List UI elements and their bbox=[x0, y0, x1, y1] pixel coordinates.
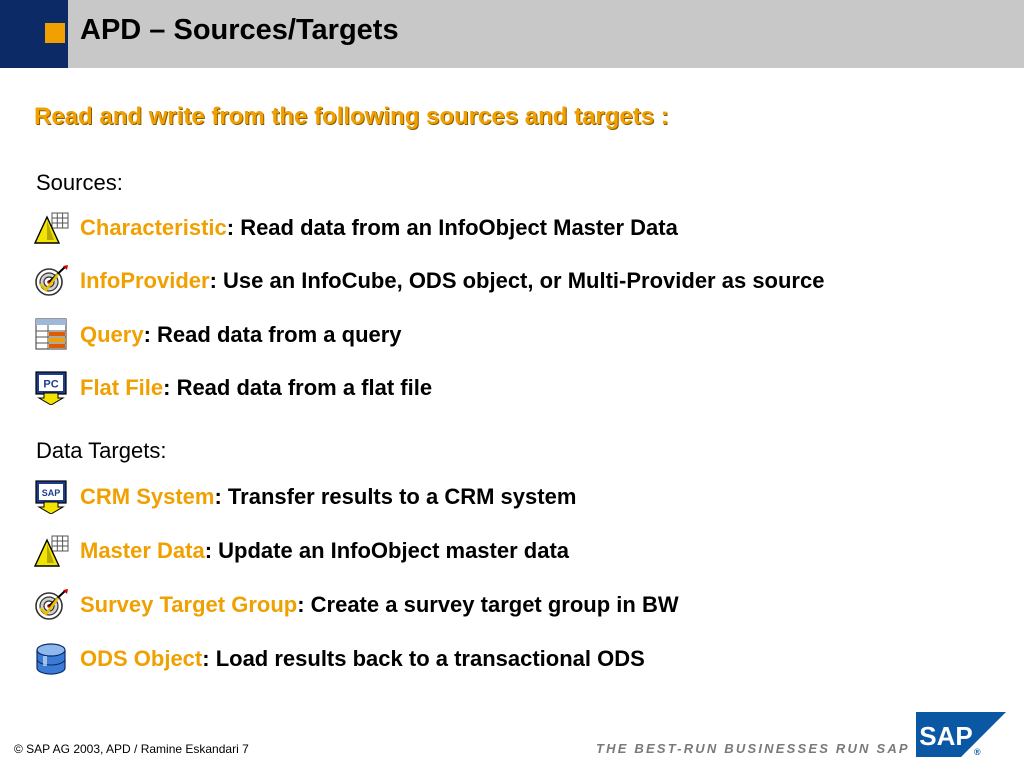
target-item-text bbox=[80, 646, 645, 672]
target-item-desc: : Create a survey target group in BW bbox=[297, 592, 679, 617]
source-item-text bbox=[80, 268, 824, 294]
sap-logo-registered: ® bbox=[974, 747, 981, 757]
target-item-desc: : Transfer results to a CRM system bbox=[214, 484, 577, 509]
characteristic-icon bbox=[34, 211, 70, 245]
source-item-query bbox=[34, 318, 402, 352]
copyright-text: SAP AG 2003, APD / Ramine Eskandari 7 bbox=[22, 742, 249, 756]
target-item-text bbox=[80, 538, 569, 564]
copyright-symbol: © bbox=[14, 742, 23, 756]
characteristic-icon bbox=[34, 534, 70, 568]
target-item-term: Survey Target Group bbox=[80, 592, 298, 617]
target-item-text bbox=[80, 484, 576, 510]
sap-logo bbox=[916, 712, 1006, 757]
svg-text:PC: PC bbox=[43, 378, 59, 391]
target-item-term: ODS Object bbox=[80, 646, 203, 671]
target-item-master-data bbox=[34, 534, 569, 568]
targets-heading: Data Targets: bbox=[36, 438, 167, 463]
source-item-desc: : Use an InfoCube, ODS object, or Multi-Provider as source bbox=[209, 268, 825, 293]
target-item-ods-object bbox=[34, 642, 645, 676]
source-item-desc: : Read data from a flat file bbox=[163, 375, 433, 400]
infoprovider-target-icon bbox=[34, 264, 70, 298]
page-title: APD – Sources/Targets bbox=[80, 14, 399, 46]
footer-tagline: THE BEST-RUN BUSINESSES RUN SAP bbox=[596, 741, 910, 756]
footer-copyright bbox=[14, 742, 249, 756]
source-item-flat-file bbox=[34, 371, 432, 405]
source-item-desc: : Read data from a query bbox=[143, 322, 402, 347]
sap-system-icon bbox=[34, 480, 70, 514]
query-table-icon bbox=[34, 318, 70, 352]
sources-heading: Sources: bbox=[36, 170, 123, 195]
source-item-text bbox=[80, 215, 678, 241]
target-item-text bbox=[80, 592, 679, 618]
header-accent-square bbox=[45, 23, 65, 43]
infoprovider-target-icon bbox=[34, 588, 70, 622]
target-item-desc: : Load results back to a transactional ODS bbox=[202, 646, 645, 671]
source-item-desc: : Read data from an InfoObject Master Data bbox=[226, 215, 678, 240]
target-item-desc: : Update an InfoObject master data bbox=[204, 538, 570, 563]
source-item-infoprovider bbox=[34, 264, 824, 298]
sap-logo-text: SAP bbox=[919, 721, 973, 751]
source-item-term: InfoProvider bbox=[80, 268, 210, 293]
source-item-text bbox=[80, 375, 432, 401]
source-item-term: Flat File bbox=[80, 375, 164, 400]
ods-database-icon bbox=[34, 642, 70, 676]
svg-text:SAP: SAP bbox=[41, 488, 61, 498]
pc-file-icon bbox=[34, 371, 70, 405]
target-item-term: CRM System bbox=[80, 484, 215, 509]
source-item-term: Query bbox=[80, 322, 144, 347]
target-item-survey-target-group bbox=[34, 588, 679, 622]
source-item-characteristic bbox=[34, 211, 678, 245]
target-item-crm-system bbox=[34, 480, 576, 514]
subtitle: Read and write from the following sources and targets : bbox=[34, 103, 669, 130]
target-item-term: Master Data bbox=[80, 538, 205, 563]
source-item-term: Characteristic bbox=[80, 215, 227, 240]
source-item-text bbox=[80, 322, 402, 348]
